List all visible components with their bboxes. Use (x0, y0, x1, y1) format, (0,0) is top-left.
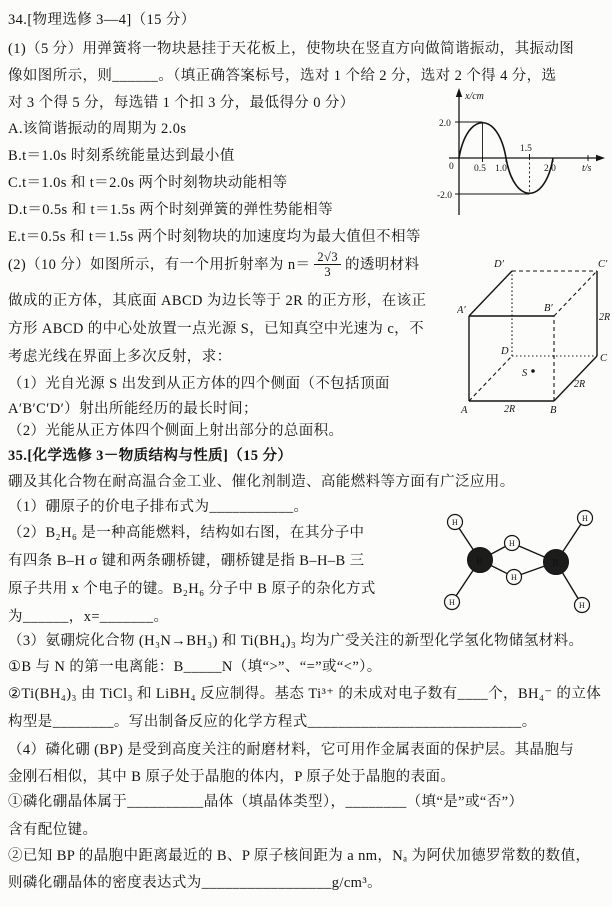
q35-sub2-line1: （2）B₂H₆ 是一种高能燃料，结构如右图，在其分子中 (8, 525, 365, 541)
q34-p2-sub2: （2）光能从正方体四个侧面上射出部分的总面积。 (8, 423, 344, 439)
q34-p2-sub1b: A′B′C′D′）射出所能经历的最长时间； (8, 401, 258, 417)
vertex-d1: D′ (494, 259, 504, 270)
source-label: S (522, 368, 528, 379)
hydrogen-label: H (579, 601, 585, 610)
xtick-05: 0.5 (474, 164, 486, 174)
x-axis-label: t/s (582, 163, 592, 174)
q35-intro: 硼及其化合物在耐高温合金工业、催化剂制造、高能燃料等方面有广泛应用。 (8, 474, 515, 490)
ytick-neg2: -2.0 (437, 191, 453, 201)
q34-p2-line4: 考虑光线在界面上多次反射，求： (8, 349, 232, 365)
q35-sub4-line1: （4）磷化硼 (BP) 是受到高度关注的耐磨材料，它可用作金属表面的保护层。其晶胞与 (8, 742, 575, 758)
hydrogen-label: H (452, 518, 458, 527)
boron-label: B (552, 558, 559, 569)
option-d: D.t＝0.5s 和 t＝1.5s 两个时刻弹簧的弹性势能相等 (8, 202, 333, 218)
q34-p2-line2: 做成的正方体，其底面 ABCD 为边长等于 2R 的正方形，在该正 (8, 293, 427, 309)
option-a: A.该简谐振动的周期为 2.0s (8, 121, 187, 137)
fraction-denominator: 3 (324, 265, 332, 279)
q35-sub4-1b: 含有配位键。 (8, 822, 98, 838)
vertex-d: D (501, 346, 509, 357)
edge-label-slant: 2R (574, 379, 586, 390)
vertex-c1: C′ (598, 259, 608, 270)
vertex-b1: B′ (544, 303, 553, 314)
q35-sub4-2a: ②已知 BP 的晶胞中距离最近的 B、P 原子核间距为 a nm，Nₐ 为阿伏加德罗常数的数值， (8, 848, 591, 864)
frac-suffix: 的透明材料 (344, 256, 420, 273)
ytick-0: 0 (449, 162, 454, 172)
edge-label-bottom: 2R (504, 404, 516, 415)
vertex-a: A (461, 405, 468, 415)
cube-figure (457, 253, 612, 415)
q34-p2-line3: 方形 ABCD 的中心处放置一点光源 S，已知真空中光速为 c，不 (8, 321, 424, 337)
graph-axes (449, 93, 600, 215)
q35-sub2-line3: 原子共用 x 个电子的键。B₂H₆ 分子中 B 原子的杂化方式 (8, 581, 376, 597)
q35-sub3-2a: ②Ti(BH₄)₃ 由 TiCl₃ 和 LiBH₄ 反应制得。基态 Ti³⁺ 的未成对电子数有____个，BH₄⁻ 的立体 (8, 686, 602, 702)
hydrogen-label: H (509, 539, 515, 548)
q35-sub2-line2: 有四条 B–H σ 键和两条硼桥键，硼桥键是指 B–H–B 三 (8, 553, 365, 569)
q35-sub4-2b: 则磷化硼晶体的密度表达式为_________________g/cm³。 (8, 875, 382, 891)
q34-header: 34.[物理选修 3—4]（15 分） (8, 12, 196, 28)
xtick-20: 2.0 (544, 164, 556, 174)
q35-sub3: （3）氨硼烷化合物 (H₃N→BH₃) 和 Ti(BH₄)₃ 均为广受关注的新型化学氢化物储氢材料。 (8, 633, 584, 649)
x-axis-arrow (596, 155, 605, 161)
q34-p1-line1: (1)（5 分）用弹簧将一物块悬挂于天花板上，使物块在竖直方向做简谐振动，其振动图 (8, 41, 575, 57)
hydrogen-atoms (445, 511, 593, 613)
vertex-b: B (550, 405, 557, 415)
y-axis-label: x/cm (465, 91, 484, 102)
q35-sub4-1a: ①磷化硼晶体属于__________晶体（填晶体类型），________（填“是”或“否”） (8, 794, 524, 810)
q35-sub3-1: ①B 与 N 的第一电离能：B_____N（填“>”、“=”或“<”）。 (8, 659, 382, 675)
xtick-10: 1.0 (495, 164, 507, 174)
edge-label-right: 2R (599, 312, 611, 323)
q34-p2-sub1a: （1）光自光源 S 出发到从正方体的四个侧面（不包括顶面 (8, 376, 390, 392)
hydrogen-label: H (511, 573, 517, 582)
frac-prefix: (2)（10 分）如图所示，有一个用折射率为 n＝ (8, 256, 311, 273)
y-axis-arrow (456, 88, 462, 97)
hydrogen-label: H (582, 514, 588, 523)
ytick-2: 2.0 (439, 119, 451, 129)
option-b: B.t＝1.0s 时刻系统能量达到最小值 (8, 148, 235, 164)
q35-sub2-line4: 为______，x=_______。 (8, 609, 169, 625)
fraction-n-value (314, 250, 341, 279)
oscillation-graph (437, 86, 612, 218)
q34-p1-line3: 对 3 个得 5 分，每选错 1 个扣 3 分，最低得分 0 分） (8, 95, 355, 111)
xtick-15: 1.5 (520, 144, 532, 154)
option-e: E.t＝0.5s 和 t＝1.5s 两个时刻物块的加速度均为最大值但不相等 (8, 229, 421, 245)
q34-p2-line1 (8, 250, 419, 279)
boron-label: B (476, 556, 483, 567)
q35-sub3-2b: 构型是________。写出制备反应的化学方程式____________________________。 (8, 714, 537, 730)
q34-p1-line2: 像如图所示，则______。（填正确答案标号，选对 1 个给 2 分，选对 2 个得 4 分，选 (8, 68, 557, 84)
b2h6-structure-figure (432, 498, 602, 618)
q35-sub1: （1）硼原子的价电子排布式为___________。 (8, 499, 309, 515)
option-c: C.t＝1.0s 和 t＝2.0s 两个时刻物块动能相等 (8, 175, 288, 191)
vertex-a1: A′ (457, 305, 466, 316)
fraction-numerator: 2√3 (314, 250, 341, 265)
hydrogen-label: H (449, 598, 455, 607)
q35-header: 35.[化学选修 3－物质结构与性质]（15 分） (8, 448, 293, 464)
q35-sub4-line2: 金刚石相似，其中 B 原子处于晶胞的体内，P 原子处于晶胞的表面。 (8, 769, 456, 785)
vertex-c: C (600, 353, 608, 364)
light-source-point (531, 369, 535, 373)
